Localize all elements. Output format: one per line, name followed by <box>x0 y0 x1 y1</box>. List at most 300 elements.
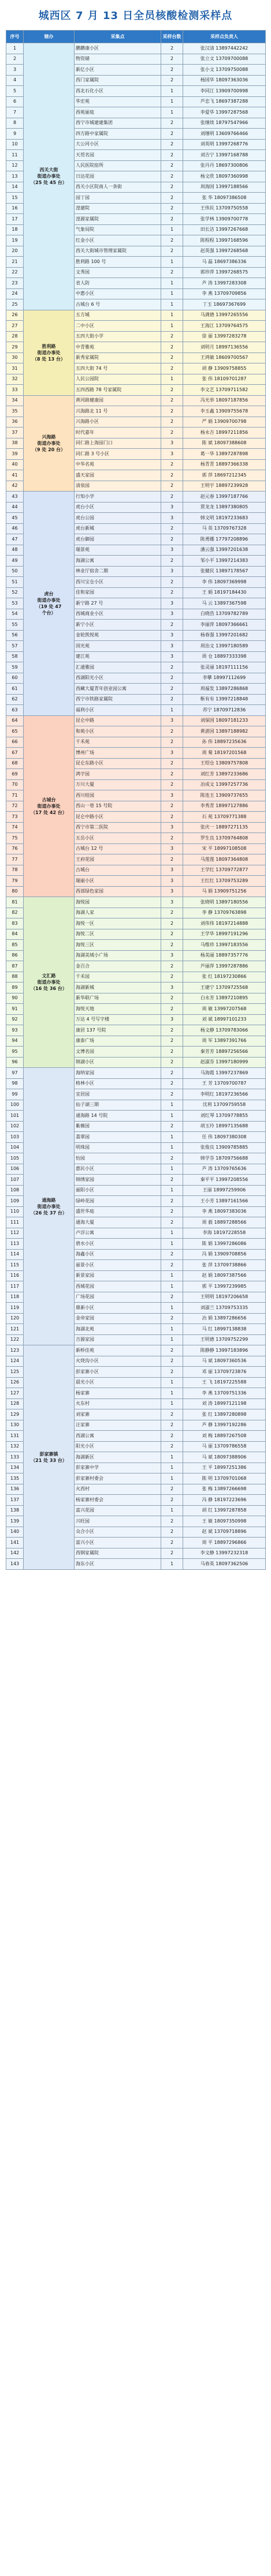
cell-index: 116 <box>6 1270 24 1281</box>
cell-index: 110 <box>6 1206 24 1217</box>
cell-stations: 1 <box>161 278 183 289</box>
cell-stations: 3 <box>161 983 183 993</box>
cell-stations: 1 <box>161 1324 183 1335</box>
cell-index: 111 <box>6 1217 24 1228</box>
cell-site: 卢浮公寓 <box>75 1228 161 1239</box>
cell-index: 9 <box>6 129 24 140</box>
cell-index: 125 <box>6 1367 24 1378</box>
cell-contact: 马 红 18997138838 <box>183 1324 266 1335</box>
cell-contact: 王 飞 18197225588 <box>183 1377 266 1388</box>
cell-stations: 1 <box>161 288 183 299</box>
cell-index: 141 <box>6 1538 24 1548</box>
cell-stations: 2 <box>161 1260 183 1271</box>
cell-stations: 2 <box>161 235 183 246</box>
cell-stations: 2 <box>161 812 183 823</box>
cell-contact: 赵英强 13997268568 <box>183 246 266 257</box>
cell-stations: 1 <box>161 1132 183 1143</box>
cell-index: 98 <box>6 1078 24 1089</box>
cell-site: 人民医院宿所 <box>75 160 161 171</box>
cell-site: 新秀家属院 <box>75 353 161 363</box>
cell-contact: 韩学芬 18709756688 <box>183 1153 266 1164</box>
cell-index: 75 <box>6 833 24 844</box>
cell-site: 虎台公园 <box>75 513 161 524</box>
cell-stations: 2 <box>161 1345 183 1356</box>
cell-stations: 1 <box>161 1185 183 1196</box>
cell-stations: 2 <box>161 1004 183 1015</box>
cell-index: 109 <box>6 1196 24 1207</box>
cell-site: 省人防 <box>75 278 161 289</box>
cell-contact: 李玉鑫 13909755678 <box>183 406 266 417</box>
cell-contact: 李明红 18197236566 <box>183 1089 266 1100</box>
cell-index: 5 <box>6 86 24 97</box>
cell-contact: 马 斌 18097360536 <box>183 1356 266 1367</box>
cell-site: 绿岭花园 <box>75 1196 161 1207</box>
district-cell: 虎台 街道办事处 （19 处 47 个台） <box>24 492 75 716</box>
cell-stations: 1 <box>161 1334 183 1345</box>
cell-index: 50 <box>6 566 24 577</box>
cell-index: 18 <box>6 224 24 235</box>
cell-site: 西藏大厦青年创业园公寓 <box>75 684 161 695</box>
cell-contact: 马满德 13997265556 <box>183 310 266 321</box>
cell-index: 30 <box>6 353 24 363</box>
cell-stations: 2 <box>161 342 183 353</box>
district-cell: 胜利路 街道办事处 （8 处 13 台） <box>24 310 75 395</box>
cell-site: 汪家寨 <box>75 1420 161 1431</box>
cell-contact: 丁玉 18697367699 <box>183 299 266 310</box>
cell-index: 77 <box>6 854 24 865</box>
cell-contact: 黄湛国 13897188982 <box>183 726 266 737</box>
cell-stations: 1 <box>161 1303 183 1314</box>
cell-contact: 周治文 13997180589 <box>183 641 266 652</box>
cell-site: 海湖新区 <box>75 1452 161 1463</box>
cell-contact: 李同江 13909700998 <box>183 86 266 97</box>
cell-site: 王府花园 <box>75 854 161 865</box>
cell-index: 127 <box>6 1388 24 1399</box>
cell-stations: 2 <box>161 1409 183 1420</box>
cell-index: 131 <box>6 1431 24 1442</box>
header-site: 采集点 <box>75 31 161 43</box>
cell-stations: 1 <box>161 224 183 235</box>
cell-index: 12 <box>6 160 24 171</box>
cell-index: 136 <box>6 1484 24 1495</box>
cell-stations: 1 <box>161 1388 183 1399</box>
cell-site: 海湖北苑 <box>75 1324 161 1335</box>
cell-stations: 2 <box>161 459 183 470</box>
cell-site: 金帝家园 <box>75 1313 161 1324</box>
cell-site: 千禾苑 <box>75 737 161 748</box>
cell-contact: 任 伟 18097380308 <box>183 1132 266 1143</box>
cell-stations: 2 <box>161 1196 183 1207</box>
cell-index: 112 <box>6 1228 24 1239</box>
cell-site: 气象局院 <box>75 224 161 235</box>
cell-contact: 杨永吉 18997211856 <box>183 428 266 438</box>
cell-stations: 3 <box>161 641 183 652</box>
cell-site: 彭家寨村委会 <box>75 1473 161 1484</box>
cell-site: 众合小区 <box>75 1527 161 1538</box>
cell-contact: 王学红 13709772877 <box>183 865 266 876</box>
cell-stations: 1 <box>161 96 183 107</box>
cell-contact: 李 伟 18097369998 <box>183 577 266 588</box>
cell-index: 33 <box>6 385 24 396</box>
cell-contact: 杨国华 18097363036 <box>183 75 266 86</box>
cell-site: 时代嘉年 <box>75 428 161 438</box>
cell-site: 富兴小区 <box>75 1538 161 1548</box>
cell-site: 古城台 6 号 <box>75 299 161 310</box>
cell-contact: 张庆一 18897271135 <box>183 822 266 833</box>
cell-site: 惠民小区 <box>75 1164 161 1175</box>
cell-site: 同仁路上海园门口 <box>75 438 161 449</box>
cell-stations: 2 <box>161 129 183 140</box>
cell-stations: 2 <box>161 1047 183 1058</box>
cell-contact: 冶 娟 13897286656 <box>183 1313 266 1324</box>
cell-index: 66 <box>6 737 24 748</box>
cell-stations: 2 <box>161 940 183 951</box>
cell-stations: 3 <box>161 513 183 524</box>
cell-index: 88 <box>6 972 24 983</box>
district-cell: 通海路 街道办事处 （26 处 37 台） <box>24 1068 75 1345</box>
cell-contact: 王明德 13709752299 <box>183 1334 266 1345</box>
cell-contact: 李文静 13997232318 <box>183 1548 266 1559</box>
cell-stations: 3 <box>161 897 183 908</box>
cell-index: 61 <box>6 684 24 695</box>
cell-contact: 周 平 18897296866 <box>183 1538 266 1548</box>
cell-contact: 陈程程 13997168596 <box>183 235 266 246</box>
cell-index: 68 <box>6 758 24 769</box>
cell-contact: 徐 丽 13997283278 <box>183 331 266 342</box>
cell-site: 西城花园 <box>75 1281 161 1292</box>
cell-site: 广场花园 <box>75 1292 161 1303</box>
cell-contact: 周 菊 18197201568 <box>183 748 266 759</box>
cell-site: 西宁市第二医院 <box>75 822 161 833</box>
cell-stations: 3 <box>161 715 183 726</box>
cell-site: 西川桂园 <box>75 790 161 801</box>
cell-contact: 刘保国 18097181233 <box>183 715 266 726</box>
cell-site: 西湖公寓 <box>75 1431 161 1442</box>
cell-stations: 2 <box>161 246 183 257</box>
cell-contact: 邹小平 13997214383 <box>183 556 266 567</box>
cell-site: 四方路中家属院 <box>75 129 161 140</box>
cell-site: 新桥佳苑 <box>75 1345 161 1356</box>
cell-contact: 刘红芳 13897233686 <box>183 769 266 780</box>
cell-contact: 秦芳芳 18897256566 <box>183 1047 266 1058</box>
cell-site: 富兴花园 <box>75 1505 161 1516</box>
cell-stations: 3 <box>161 790 183 801</box>
cell-index: 15 <box>6 193 24 204</box>
cell-contact: 陈 明 13709701068 <box>183 1473 266 1484</box>
cell-site: 行知小学 <box>75 492 161 503</box>
cell-site: 盛世华庭 <box>75 1206 161 1217</box>
cell-contact: 马 斌 18097388906 <box>183 1452 266 1463</box>
cell-stations: 2 <box>161 769 183 780</box>
table-row <box>6 310 266 321</box>
cell-site: 吉源家园 <box>75 1334 161 1345</box>
cell-site: 西宁市铁路家属院 <box>75 694 161 705</box>
cell-contact: 刘明月 18997136556 <box>183 342 266 353</box>
cell-site: 五四大街 74 号 <box>75 363 161 374</box>
district-cell: 兴海路 街道办事处 （9 处 20 台） <box>24 395 75 492</box>
cell-site: 佳和家园 <box>75 587 161 598</box>
cell-contact: 王鸿敏 18609700567 <box>183 353 266 363</box>
cell-site: 杨家寨 <box>75 1388 161 1399</box>
cell-site: 国光苑 <box>75 641 161 652</box>
cell-stations: 1 <box>161 1281 183 1292</box>
cell-stations: 2 <box>161 1484 183 1495</box>
cell-stations: 3 <box>161 886 183 897</box>
cell-index: 122 <box>6 1334 24 1345</box>
cell-stations: 2 <box>161 1420 183 1431</box>
cell-contact: 邓 丽 13709723876 <box>183 1367 266 1378</box>
cell-site: 西城商业小区 <box>75 609 161 620</box>
cell-index: 38 <box>6 438 24 449</box>
cell-index: 27 <box>6 321 24 332</box>
cell-index: 70 <box>6 779 24 790</box>
cell-contact: 沈利 13709759558 <box>183 1100 266 1111</box>
cell-index: 22 <box>6 267 24 278</box>
cell-contact: 王 芳 13709700787 <box>183 1078 266 1089</box>
cell-contact: 王伟民 13709750558 <box>183 203 266 214</box>
cell-index: 67 <box>6 748 24 759</box>
cell-index: 143 <box>6 1559 24 1570</box>
cell-index: 55 <box>6 620 24 631</box>
cell-site: 海湖公寓 <box>75 556 161 567</box>
cell-stations: 2 <box>161 534 183 545</box>
cell-stations: 2 <box>161 353 183 363</box>
cell-site: 瑞景苑 <box>75 545 161 556</box>
table-row <box>6 395 266 406</box>
cell-index: 6 <box>6 96 24 107</box>
cell-contact: 张继续 18797547966 <box>183 118 266 129</box>
cell-index: 91 <box>6 1004 24 1015</box>
cell-index: 25 <box>6 299 24 310</box>
cell-site: 格林小区 <box>75 1078 161 1089</box>
cell-site: 海鑫小区 <box>75 1249 161 1260</box>
cell-index: 45 <box>6 513 24 524</box>
cell-index: 72 <box>6 801 24 812</box>
cell-index: 4 <box>6 75 24 86</box>
cell-stations: 3 <box>161 950 183 961</box>
cell-site: 西北石化小区 <box>75 86 161 97</box>
cell-index: 74 <box>6 822 24 833</box>
cell-contact: 李 静 13709763898 <box>183 908 266 918</box>
cell-index: 17 <box>6 214 24 225</box>
cell-index: 101 <box>6 1111 24 1122</box>
cell-index: 129 <box>6 1409 24 1420</box>
cell-contact: 周 敏 13997207568 <box>183 1004 266 1015</box>
cell-contact: 张健民 13897178567 <box>183 566 266 577</box>
cell-index: 126 <box>6 1377 24 1388</box>
cell-index: 16 <box>6 203 24 214</box>
cell-contact: 张 萍 13709738866 <box>183 1260 266 1271</box>
cell-index: 54 <box>6 609 24 620</box>
cell-site: 福利小区 <box>75 705 161 716</box>
cell-contact: 李爱华 13997287568 <box>183 107 266 118</box>
cell-stations: 2 <box>161 182 183 193</box>
cell-site: 锦湖小区 <box>75 1057 161 1068</box>
cell-site: 彭家寨中学 <box>75 1463 161 1473</box>
cell-index: 80 <box>6 886 24 897</box>
cell-index: 83 <box>6 918 24 929</box>
cell-contact: 李丽萍 18097366661 <box>183 620 266 631</box>
cell-site: 锦绣家园 <box>75 1175 161 1186</box>
cell-index: 28 <box>6 331 24 342</box>
cell-site: 瑞丽小区 <box>75 876 161 887</box>
cell-site: 古城台 <box>75 865 161 876</box>
cell-site: 海悦三区 <box>75 940 161 951</box>
cell-stations: 2 <box>161 43 183 54</box>
cell-stations: 2 <box>161 673 183 684</box>
cell-stations: 1 <box>161 1228 183 1239</box>
cell-index: 65 <box>6 726 24 737</box>
cell-stations: 2 <box>161 1025 183 1036</box>
cell-site: 湟建院 <box>75 203 161 214</box>
district-cell: 古城台 街道办事处 （17 处 42 台） <box>24 715 75 897</box>
cell-index: 140 <box>6 1527 24 1538</box>
cell-index: 87 <box>6 961 24 972</box>
cell-index: 96 <box>6 1057 24 1068</box>
cell-contact: 赵元春 13997187766 <box>183 492 266 503</box>
cell-contact: 张俊良 13909785885 <box>183 1142 266 1153</box>
cell-stations: 2 <box>161 203 183 214</box>
cell-index: 49 <box>6 556 24 567</box>
cell-contact: 葛一华 13897287898 <box>183 449 266 460</box>
cell-contact: 马 娟 13909751256 <box>183 886 266 897</box>
cell-site: 海悦一区 <box>75 918 161 929</box>
cell-contact: 张 梅 13897266698 <box>183 1484 266 1495</box>
cell-contact: 王建宁 13709725568 <box>183 983 266 993</box>
cell-stations: 3 <box>161 865 183 876</box>
cell-stations: 1 <box>161 705 183 716</box>
cell-contact: 潘云强 13997201638 <box>183 545 266 556</box>
cell-stations: 1 <box>161 374 183 385</box>
header-district: 辖办 <box>24 31 75 43</box>
cell-contact: 刘吉宁 13997168788 <box>183 150 266 161</box>
cell-stations: 2 <box>161 801 183 812</box>
cell-index: 47 <box>6 534 24 545</box>
cell-stations: 2 <box>161 406 183 417</box>
cell-index: 115 <box>6 1260 24 1271</box>
cell-index: 84 <box>6 929 24 940</box>
cell-stations: 2 <box>161 929 183 940</box>
cell-site: 汇通雅园 <box>75 662 161 673</box>
table-row <box>6 715 266 726</box>
cell-index: 86 <box>6 950 24 961</box>
cell-site: 虎台御园 <box>75 534 161 545</box>
cell-index: 100 <box>6 1100 24 1111</box>
cell-index: 89 <box>6 983 24 993</box>
cell-index: 82 <box>6 908 24 918</box>
cell-contact: 李 燕 13709709856 <box>183 288 266 299</box>
cell-site: 新宁小区 <box>75 620 161 631</box>
cell-contact: 芦忠飞 18697387288 <box>183 96 266 107</box>
cell-contact: 马维珍 13997183556 <box>183 940 266 951</box>
cell-index: 11 <box>6 150 24 161</box>
cell-index: 19 <box>6 235 24 246</box>
cell-contact: 王丽 18997259906 <box>183 1185 266 1196</box>
cell-site: 林业厅宿舍二期 <box>75 566 161 577</box>
cell-site: 黄河路健康园 <box>75 395 161 406</box>
cell-index: 42 <box>6 481 24 492</box>
cell-index: 114 <box>6 1249 24 1260</box>
cell-contact: 王 娟 18197184430 <box>183 587 266 598</box>
cell-index: 135 <box>6 1473 24 1484</box>
cell-contact: 韩文明 18197233683 <box>183 513 266 524</box>
cell-stations: 2 <box>161 492 183 503</box>
cell-stations: 3 <box>161 876 183 887</box>
cell-index: 107 <box>6 1175 24 1186</box>
cell-contact: 张立文 13709700088 <box>183 54 266 65</box>
cell-contact: 苏宁 18709712836 <box>183 705 266 716</box>
cell-site: 中青雅苑 <box>75 342 161 353</box>
cell-site: 虎台小区 <box>75 502 161 513</box>
cell-stations: 2 <box>161 1527 183 1538</box>
cell-contact: 马春英 18097362506 <box>183 1559 266 1570</box>
cell-stations: 2 <box>161 833 183 844</box>
cell-index: 137 <box>6 1495 24 1506</box>
cell-stations: 2 <box>161 54 183 65</box>
cell-index: 134 <box>6 1463 24 1473</box>
cell-stations: 2 <box>161 918 183 929</box>
cell-index: 56 <box>6 630 24 641</box>
cell-site: 天贸名园 <box>75 150 161 161</box>
cell-index: 46 <box>6 523 24 534</box>
cell-site: 紫薇园 <box>75 1121 161 1132</box>
cell-site: 碧水小区 <box>75 1239 161 1250</box>
cell-index: 1 <box>6 43 24 54</box>
cell-stations: 1 <box>161 1398 183 1409</box>
cell-site: 五方城 <box>75 310 161 321</box>
cell-contact: 张学林 13909700778 <box>183 214 266 225</box>
cell-stations: 1 <box>161 1111 183 1122</box>
cell-contact: 张 红 18197230866 <box>183 972 266 983</box>
cell-stations: 2 <box>161 75 183 86</box>
cell-contact: 王 敏 18097350998 <box>183 1516 266 1527</box>
cell-stations: 2 <box>161 331 183 342</box>
cell-index: 139 <box>6 1516 24 1527</box>
cell-stations: 2 <box>161 214 183 225</box>
cell-index: 92 <box>6 1014 24 1025</box>
cell-stations: 1 <box>161 1559 183 1570</box>
cell-stations: 3 <box>161 502 183 513</box>
cell-site: 海东小区 <box>75 1559 161 1570</box>
table-row <box>6 492 266 503</box>
cell-stations: 1 <box>161 1270 183 1281</box>
cell-contact: 周 仓 18897333398 <box>183 651 266 662</box>
cell-stations: 2 <box>161 854 183 865</box>
cell-site: 西山一巷 15 号院 <box>75 801 161 812</box>
cell-stations: 1 <box>161 1142 183 1153</box>
cell-contact: 刘 斌 18997101233 <box>183 1014 266 1025</box>
cell-index: 48 <box>6 545 24 556</box>
cell-contact: 白永芳 13897210895 <box>183 993 266 1004</box>
cell-contact: 胡 静 13909758855 <box>183 363 266 374</box>
cell-site: 海悦园 <box>75 897 161 908</box>
cell-index: 23 <box>6 278 24 289</box>
cell-site: 盛天家园 <box>75 470 161 481</box>
cell-index: 85 <box>6 940 24 951</box>
cell-site: 昆仑中路 <box>75 715 161 726</box>
cell-contact: 芦 涛 13997283308 <box>183 278 266 289</box>
cell-contact: 孙 伟 18897235636 <box>183 737 266 748</box>
cell-contact: 王小芳 13897161566 <box>183 1196 266 1207</box>
cell-stations: 2 <box>161 1431 183 1442</box>
cell-contact: 郭珍萍 13997268575 <box>183 267 266 278</box>
cell-index: 142 <box>6 1548 24 1559</box>
cell-stations: 3 <box>161 598 183 609</box>
cell-index: 78 <box>6 865 24 876</box>
cell-index: 108 <box>6 1185 24 1196</box>
cell-stations: 2 <box>161 385 183 396</box>
cell-index: 132 <box>6 1441 24 1452</box>
